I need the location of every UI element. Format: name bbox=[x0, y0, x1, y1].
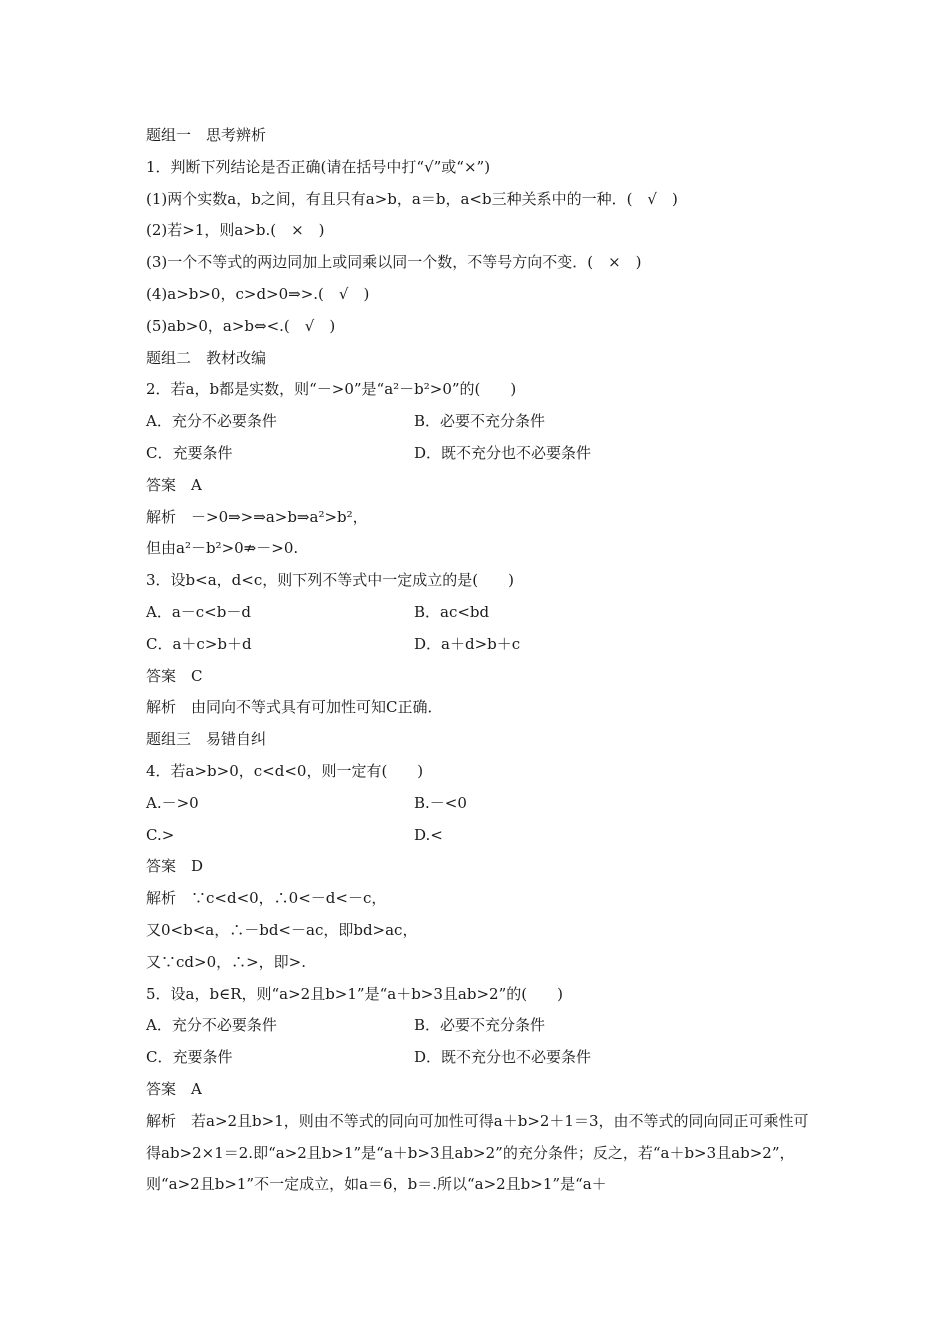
answer: 答案 A bbox=[146, 475, 202, 494]
options-row bbox=[146, 1042, 816, 1074]
options-row bbox=[146, 629, 816, 661]
explanation: 但由a²－b²>0⇏－>0. bbox=[146, 539, 299, 558]
document-body bbox=[146, 120, 816, 1201]
option-d: D.< bbox=[414, 825, 443, 844]
explanation: 又∵cd>0，∴>，即>. bbox=[146, 952, 307, 971]
statement-2: (2)若>1，则a>b.( × ) bbox=[146, 221, 325, 240]
answer: 答案 D bbox=[146, 857, 204, 876]
options-row bbox=[146, 597, 816, 629]
statement-4: (4)a>b>0，c>d>0⇒>.( √ ) bbox=[146, 284, 370, 303]
option-c: C.> bbox=[146, 825, 175, 844]
option-b: B.－<0 bbox=[414, 793, 467, 812]
question-3: 3．设b<a，d<c，则下列不等式中一定成立的是( ) bbox=[146, 571, 514, 590]
question-1: 1．判断下列结论是否正确(请在括号中打“√”或“×”) bbox=[146, 157, 491, 176]
section-heading: 题组一 思考辨析 bbox=[146, 126, 267, 144]
option-b: B．必要不充分条件 bbox=[414, 412, 546, 431]
question-5: 5．设a，b∈R，则“a>2且b>1”是“a＋b>3且ab>2”的( ) bbox=[146, 984, 563, 1003]
statement-5: (5)ab>0，a>b⇔<.( √ ) bbox=[146, 316, 336, 335]
section-heading: 题组二 教材改编 bbox=[146, 348, 267, 367]
question-2: 2．若a，b都是实数，则“－>0”是“a²－b²>0”的( ) bbox=[146, 380, 517, 399]
explanation: 又0<b<a，∴－bd<－ac，即bd>ac， bbox=[146, 920, 418, 939]
option-a: A．充分不必要条件 bbox=[146, 1016, 277, 1035]
option-d: D．既不充分也不必要条件 bbox=[414, 1048, 592, 1067]
explanation: 解析 由同向不等式具有可加性可知C正确． bbox=[146, 698, 443, 717]
option-a: A.－>0 bbox=[146, 793, 199, 812]
option-c: C．a＋c>b＋d bbox=[146, 634, 252, 653]
option-c: C．充要条件 bbox=[146, 443, 233, 462]
options-row bbox=[146, 438, 816, 470]
option-a: A．充分不必要条件 bbox=[146, 412, 277, 431]
option-b: B．ac<bd bbox=[414, 602, 490, 621]
option-c: C．充要条件 bbox=[146, 1048, 233, 1067]
option-a: A．a－c<b－d bbox=[146, 602, 251, 621]
explanation: 解析 ∵c<d<0，∴0<－d<－c， bbox=[146, 889, 387, 908]
options-row bbox=[146, 820, 816, 852]
option-b: B．必要不充分条件 bbox=[414, 1016, 546, 1035]
question-4: 4．若a>b>0，c<d<0，则一定有( ) bbox=[146, 761, 424, 780]
options-row bbox=[146, 788, 816, 820]
statement-3: (3)一个不等式的两边同加上或同乘以同一个数，不等号方向不变．( × ) bbox=[146, 253, 642, 272]
statement-1: (1)两个实数a，b之间，有且只有a>b，a＝b，a<b三种关系中的一种．( √ ) bbox=[146, 189, 678, 208]
explanation-paragraph: 解析 若a>2且b>1，则由不等式的同向可加性可得a＋b>2＋1＝3，由不等式的同向同正可乘性可得ab>2×1＝2.即“a>2且b>1”是“a＋b>3且ab>2”的充分条件；反之，若“a＋b>3且ab>2”，则“a>2且b>1”不一定成立，如a＝6，b＝.所以“a>2且b>1”是“a＋ bbox=[146, 1111, 809, 1194]
option-d: D．a＋d>b＋c bbox=[414, 634, 521, 653]
section-heading: 题组三 易错自纠 bbox=[146, 730, 267, 749]
explanation: 解析 －>0⇒>⇒a>b⇒a²>b²， bbox=[146, 507, 368, 526]
options-row bbox=[146, 406, 816, 438]
options-row bbox=[146, 1010, 816, 1042]
answer: 答案 C bbox=[146, 666, 203, 685]
answer: 答案 A bbox=[146, 1079, 202, 1098]
option-d: D．既不充分也不必要条件 bbox=[414, 443, 592, 462]
